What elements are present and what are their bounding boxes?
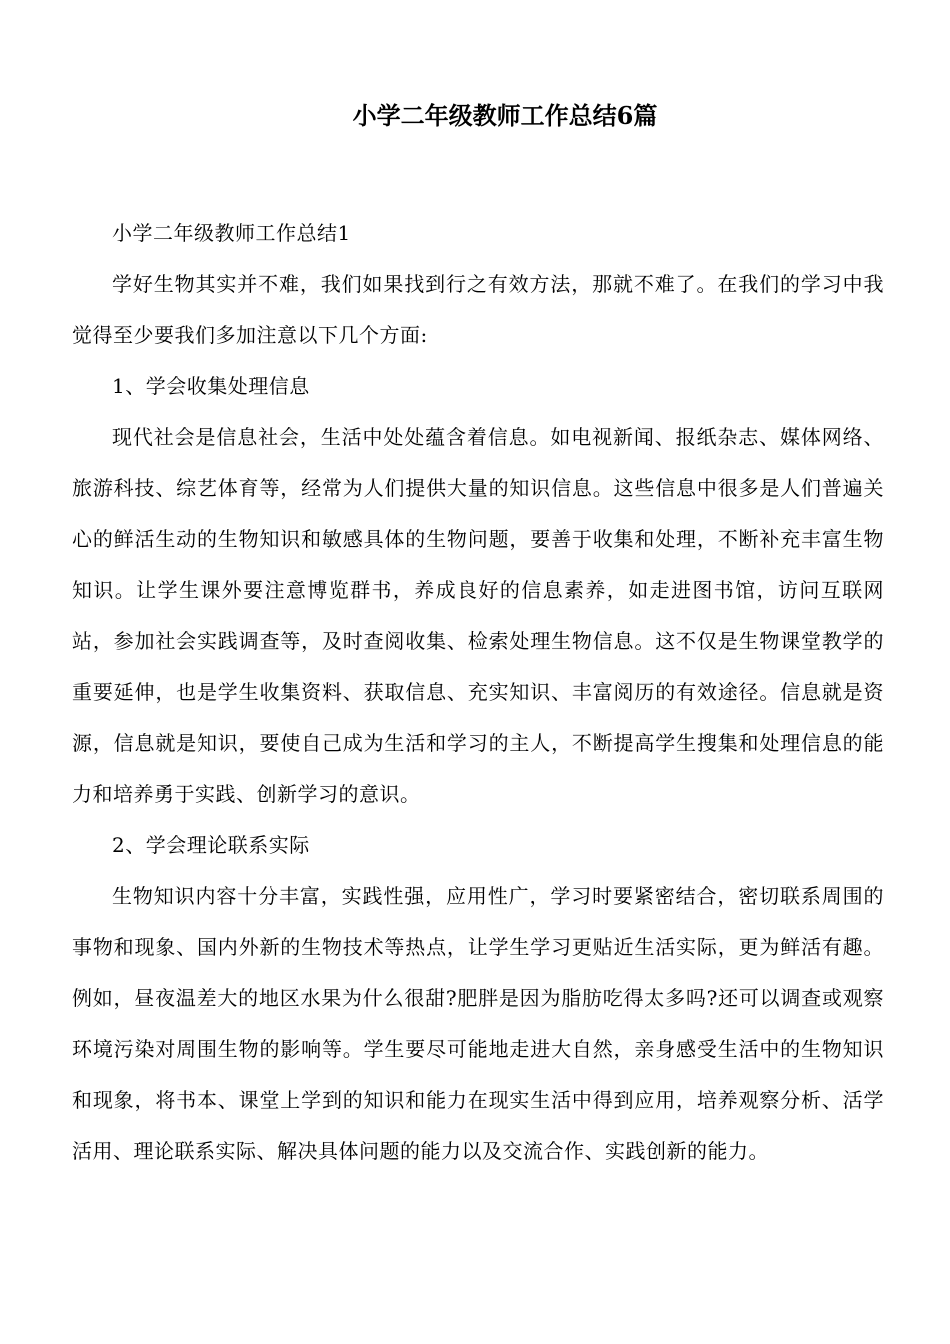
document-title: 小学二年级教师工作总结6篇 — [352, 101, 658, 130]
section-title: 小学二年级教师工作总结1 — [112, 221, 351, 245]
document-body — [72, 208, 884, 1177]
body-paragraph: 生物知识内容十分丰富，实践性强，应用性广，学习时要紧密结合，密切联系周围的事物和现象、国内外新的生物技术等热点，让学生学习更贴近生活实际，更为鲜活有趣。例如，昼夜温差大的地区水果为什么很甜?肥胖是因为脂肪吃得太多吗?还可以调查或观察环境污染对周围生物的影响等。学生要尽可能地走进大自然，亲身感受生活中的生物知识和现象，将书本、课堂上学到的知识和能力在现实生活中得到应用，培养观察分析、活学活用、理论联系实际、解决具体问题的能力以及交流合作、实践创新的能力。 — [72, 884, 884, 1163]
body-paragraph: 现代社会是信息社会，生活中处处蕴含着信息。如电视新闻、报纸杂志、媒体网络、旅游科技、综艺体育等，经常为人们提供大量的知识信息。这些信息中很多是人们普遍关心的鲜活生动的生物知识和敏感具体的生物问题，要善于收集和处理，不断补充丰富生物知识。让学生课外要注意博览群书，养成良好的信息素养，如走进图书馆，访问互联网站，参加社会实践调查等，及时查阅收集、检索处理生物信息。这不仅是生物课堂教学的重要延伸，也是学生收集资料、获取信息、充实知识、丰富阅历的有效途径。信息就是资源，信息就是知识，要使自己成为生活和学习的主人，不断提高学生搜集和处理信息的能力和培养勇于实践、创新学习的意识。 — [72, 425, 884, 806]
subsection-heading: 2、学会理论联系实际 — [112, 833, 310, 857]
subsection-heading: 1、学会收集处理信息 — [112, 374, 310, 398]
body-paragraph: 学好生物其实并不难，我们如果找到行之有效方法，那就不难了。在我们的学习中我觉得至少要我们多加注意以下几个方面: — [72, 272, 884, 347]
